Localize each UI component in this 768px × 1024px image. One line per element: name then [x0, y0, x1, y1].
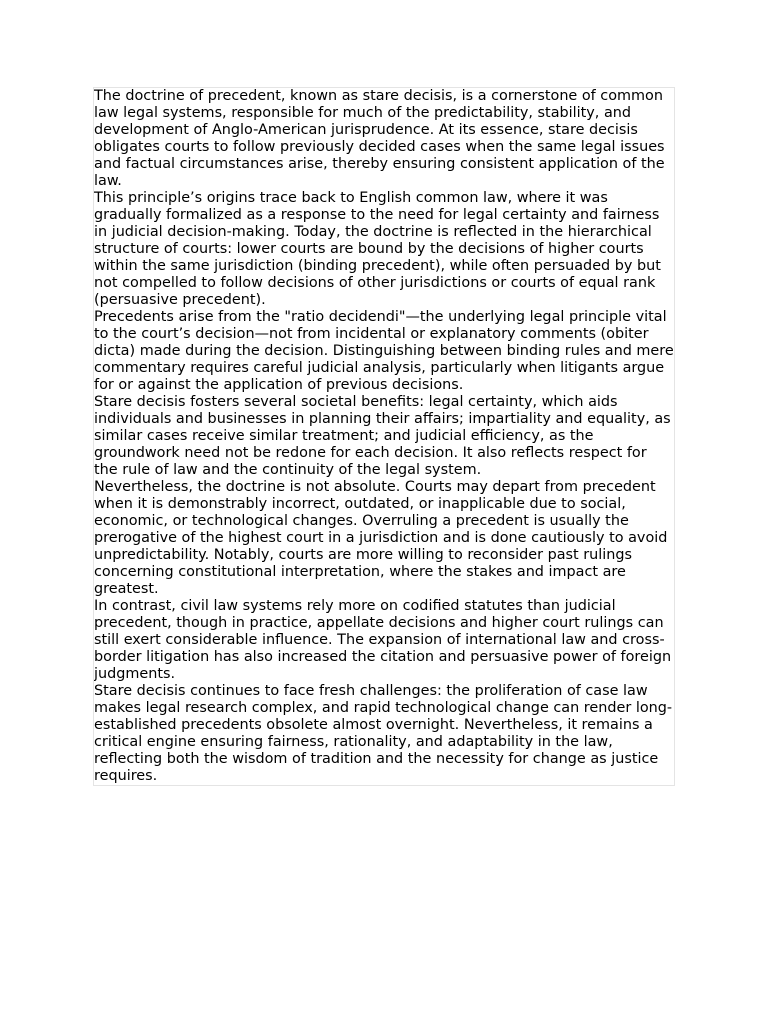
- paragraph: Nevertheless, the doctrine is not absolute. Courts may depart from precedent when it is demonstrably incorrect, outdated, or inapplicable due to social, economic, or technological changes. Overruling a precedent is usually the prerogative of the highest court in a jurisdiction and is done cautiously to avoid unpredictability. Notably, courts are more willing to reconsider past rulings concerning constitutional interpretation, where the stakes and impact are greatest.: [94, 479, 668, 597]
- paragraph: The doctrine of precedent, known as stare decisis, is a cornerstone of common law legal systems, responsible for much of the predictability, stability, and development of Anglo-American jurisprudence. At its essence, stare decisis obligates courts to follow previously decided cases when the same legal issues and factual circumstances arise, thereby ensuring consistent application of the law.: [94, 88, 665, 189]
- document-text-box: [93, 87, 675, 786]
- paragraph: In contrast, civil law systems rely more on codified statutes than judicial precedent, though in practice, appellate decisions and higher court rulings can still exert considerable influence. The expansion of international law and cross-border litigation has also increased the citation and persuasive power of foreign judgments.: [94, 598, 672, 682]
- paragraph: This principle’s origins trace back to English common law, where it was gradually formalized as a response to the need for legal certainty and fairness in judicial decision-making. Today, the doctrine is reflected in the hierarchical structure of courts: lower courts are bound by the decisions of higher courts within the same jurisdiction (binding precedent), while often persuaded by but not compelled to follow decisions of other jurisdictions or courts of equal rank (persuasive precedent).: [94, 190, 661, 308]
- paragraph: Precedents arise from the "ratio decidendi"—the underlying legal principle vital to the court’s decision—not from incidental or explanatory comments (obiter dicta) made during the decision. Distinguishing between binding rules and mere commentary requires careful judicial analysis, particularly when litigants argue for or against the application of previous decisions.: [94, 309, 674, 393]
- paragraph: Stare decisis continues to face fresh challenges: the proliferation of case law makes legal research complex, and rapid technological change can render long-established precedents obsolete almost overnight. Nevertheless, it remains a critical engine ensuring fairness, rationality, and adaptability in the law, reflecting both the wisdom of tradition and the necessity for change as justice requires.: [94, 683, 673, 784]
- paragraph: Stare decisis fosters several societal benefits: legal certainty, which aids individuals and businesses in planning their affairs; impartiality and equality, as similar cases receive similar treatment; and judicial efficiency, as the groundwork need not be redone for each decision. It also reflects respect for the rule of law and the continuity of the legal system.: [94, 394, 671, 478]
